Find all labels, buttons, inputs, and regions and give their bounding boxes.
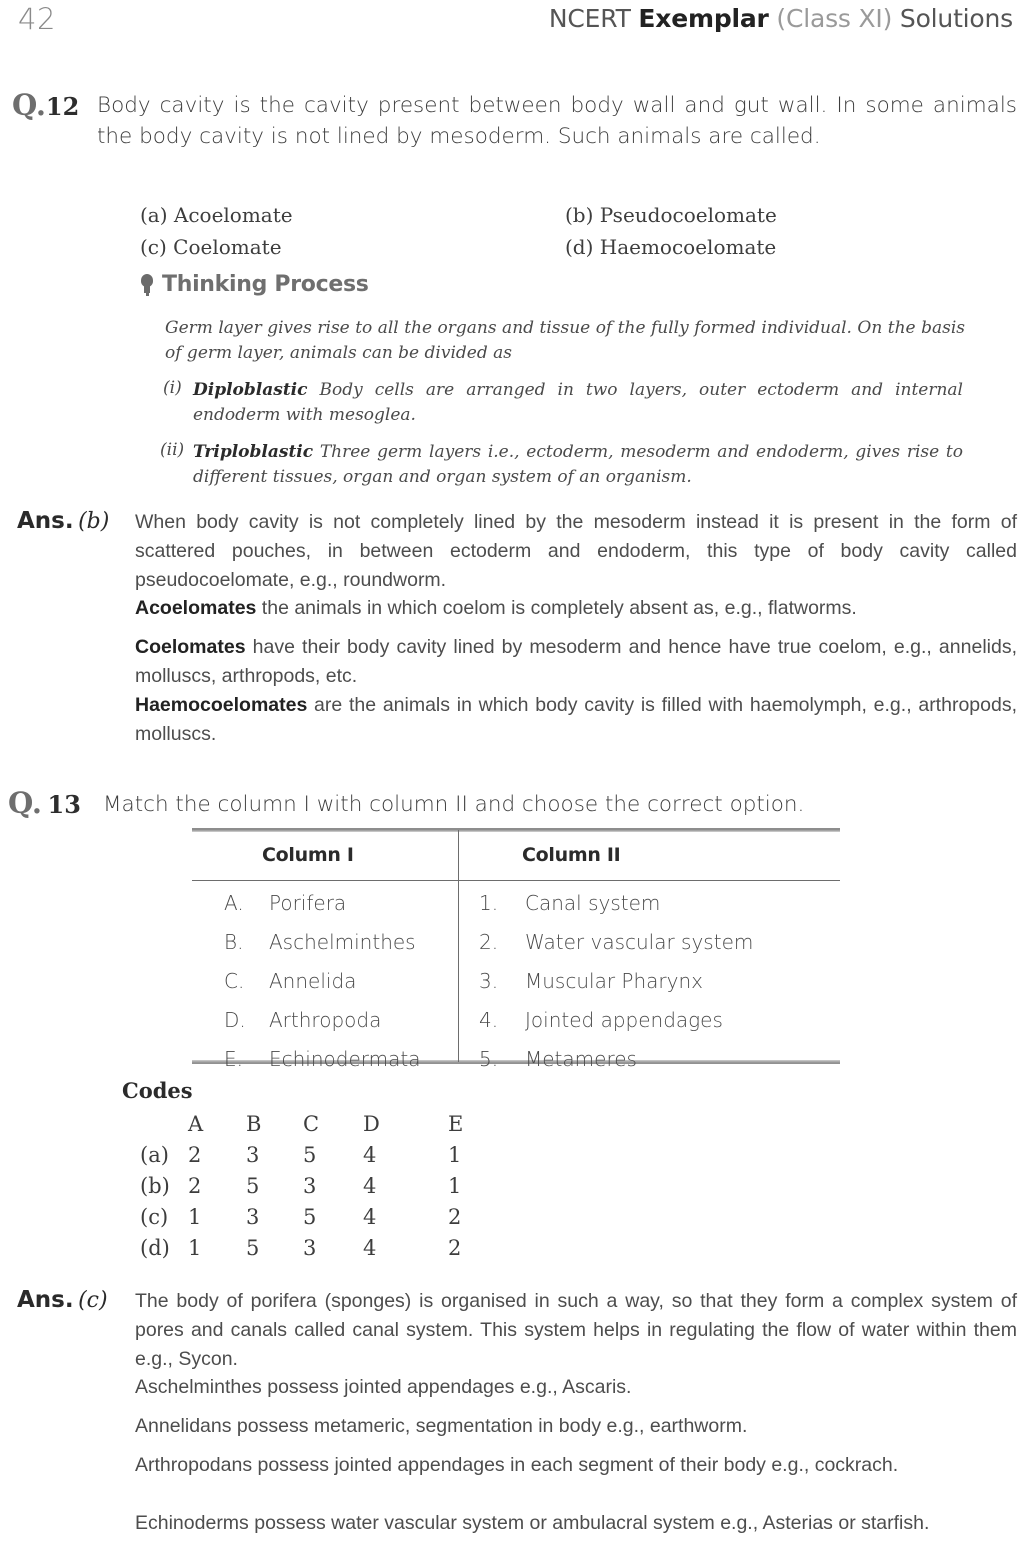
codes-option-b-value-e: 1 bbox=[448, 1174, 462, 1198]
codes-option-c-value-d: 4 bbox=[363, 1205, 377, 1229]
codes-option-d-label: (d) bbox=[140, 1236, 170, 1260]
thinking-process-item-2-body: Three germ layers i.e., ectoderm, mesoderm and endoderm, gives rise to different tissues, organ and organ system of an organism. bbox=[193, 442, 963, 487]
table-row-value-d: Arthropoda bbox=[269, 1008, 382, 1032]
table-row-match-5: Metameres bbox=[525, 1047, 637, 1071]
table-row-key-a: A. bbox=[224, 891, 244, 915]
codes-option-a-value-c: 5 bbox=[303, 1143, 317, 1167]
question-12-q-glyph: Q. bbox=[12, 88, 46, 122]
question-13-q-glyph: Q. bbox=[8, 786, 42, 820]
codes-option-c-label: (c) bbox=[140, 1205, 169, 1229]
answer-12-paragraph-4-lead: Haemocoelomates bbox=[135, 694, 308, 716]
answer-12-marker bbox=[17, 508, 109, 534]
codes-option-a-value-b: 3 bbox=[246, 1143, 260, 1167]
codes-header-a: A bbox=[188, 1112, 204, 1136]
codes-option-b-label: (b) bbox=[140, 1174, 170, 1198]
answer-13-paragraph-2: Aschelminthes possess jointed appendages e.g., Ascaris. bbox=[135, 1376, 632, 1398]
codes-title: Codes bbox=[122, 1078, 193, 1103]
table-row-num-1: 1. bbox=[479, 891, 499, 915]
thinking-process-item-2 bbox=[193, 440, 963, 490]
table-row-value-c: Annelida bbox=[269, 969, 357, 993]
codes-option-d-value-e: 2 bbox=[448, 1236, 462, 1260]
option-d[interactable]: (d) Haemocoelomate bbox=[565, 235, 777, 259]
codes-option-d-value-b: 5 bbox=[246, 1236, 260, 1260]
answer-12-paragraph-2 bbox=[135, 594, 1017, 623]
table-row-num-5: 5. bbox=[479, 1047, 499, 1071]
table-row-match-2: Water vascular system bbox=[525, 930, 754, 954]
answer-13-marker bbox=[17, 1287, 108, 1313]
table-column-divider bbox=[458, 830, 459, 1062]
codes-option-b-value-d: 4 bbox=[363, 1174, 377, 1198]
codes-option-c-value-c: 5 bbox=[303, 1205, 317, 1229]
table-row-match-1: Canal system bbox=[525, 891, 661, 915]
question-13-marker bbox=[8, 786, 81, 820]
lightbulb-icon bbox=[140, 274, 154, 296]
header-title bbox=[549, 4, 1013, 33]
table-row-match-3: Muscular Pharynx bbox=[525, 969, 703, 993]
page-header bbox=[0, 0, 1019, 46]
codes-option-d-value-c: 3 bbox=[303, 1236, 317, 1260]
answer-12-paragraph-3-lead: Coelomates bbox=[135, 636, 246, 658]
answer-12-paragraph-4 bbox=[135, 691, 1017, 749]
answer-12-paragraph-2-text: the animals in which coelom is completely absent as, e.g., flatworms. bbox=[256, 597, 857, 619]
table-row-key-e: E. bbox=[224, 1047, 243, 1071]
table-top-border bbox=[192, 828, 840, 832]
thinking-process-item-1 bbox=[193, 378, 963, 428]
answer-13-letter: (c) bbox=[78, 1288, 108, 1313]
table-row-key-c: C. bbox=[224, 969, 245, 993]
answer-13-paragraph-3: Annelidans possess metameric, segmentation in body e.g., earthworm. bbox=[135, 1415, 748, 1437]
option-b[interactable]: (b) Pseudocoelomate bbox=[565, 203, 777, 227]
thinking-process-item-1-marker: (i) bbox=[163, 378, 182, 398]
table-row-match-4: Jointed appendages bbox=[525, 1008, 723, 1032]
thinking-process-item-1-body: Body cells are arranged in two layers, outer ectoderm and internal endoderm with mesoglea. bbox=[193, 380, 963, 425]
codes-header-d: D bbox=[363, 1112, 380, 1136]
answer-12-paragraph-4-text: are the animals in which body cavity is filled with haemolymph, e.g., arthropods, molluscs. bbox=[135, 694, 1017, 745]
codes-header-b: B bbox=[246, 1112, 262, 1136]
thinking-process-header bbox=[140, 272, 369, 297]
answer-12-paragraph-1: When body cavity is not completely lined by the mesoderm instead it is present in the form of scattered pouches, in between ectoderm and endoderm, this type of body cavity called pseudocoelomate, e.g., roundworm. bbox=[135, 511, 1017, 591]
table-row-key-d: D. bbox=[224, 1008, 246, 1032]
codes-header-c: C bbox=[303, 1112, 320, 1136]
answer-13-label: Ans. bbox=[17, 1287, 74, 1313]
codes-option-d-value-d: 4 bbox=[363, 1236, 377, 1260]
header-title-solutions: Solutions bbox=[892, 4, 1013, 33]
thinking-process-item-2-term: Triploblastic bbox=[193, 442, 314, 462]
answer-13-paragraph-4: Arthropodans possess jointed appendages in each segment of their body e.g., cockrach. bbox=[135, 1454, 899, 1476]
codes-option-b-value-c: 3 bbox=[303, 1174, 317, 1198]
answer-12-paragraph-2-lead: Acoelomates bbox=[135, 597, 257, 619]
table-header-column-1: Column I bbox=[262, 844, 354, 866]
codes-option-c-value-b: 3 bbox=[246, 1205, 260, 1229]
question-12-number: 12 bbox=[45, 92, 80, 121]
codes-option-a-value-d: 4 bbox=[363, 1143, 377, 1167]
codes-option-a-value-a: 2 bbox=[188, 1143, 202, 1167]
codes-option-a-label: (a) bbox=[140, 1143, 169, 1167]
codes-option-b-value-b: 5 bbox=[246, 1174, 260, 1198]
thinking-process-item-1-term: Diploblastic bbox=[193, 380, 308, 400]
thinking-process-title: Thinking Process bbox=[162, 272, 369, 297]
codes-option-d-value-a: 1 bbox=[188, 1236, 202, 1260]
question-13-number: 13 bbox=[47, 790, 81, 819]
codes-option-a-value-e: 1 bbox=[448, 1143, 462, 1167]
question-12-text: Body cavity is the cavity present between body wall and gut wall. In some animals the body cavity is not lined by mesoderm. Such animals are called. bbox=[97, 93, 1017, 149]
codes-option-c-value-a: 1 bbox=[188, 1205, 202, 1229]
codes-header-e: E bbox=[448, 1112, 464, 1136]
answer-12-paragraph-3 bbox=[135, 633, 1017, 691]
thinking-process-item-2-marker: (ii) bbox=[160, 440, 185, 460]
table-row-value-a: Porifera bbox=[269, 891, 347, 915]
answer-13-paragraph-1: The body of porifera (sponges) is organised in such a way, so that they form a complex system of pores and canals called canal system. This system helps in regulating the flow of water within them e.g., Sycon. bbox=[135, 1290, 1017, 1370]
table-row-key-b: B. bbox=[224, 930, 244, 954]
answer-13-paragraph-5: Echinoderms possess water vascular system or ambulacral system e.g., Asterias or starfish. bbox=[135, 1512, 930, 1534]
question-13-text: Match the column I with column II and choose the correct option. bbox=[103, 792, 805, 817]
header-title-ncert: NCERT bbox=[548, 4, 639, 33]
question-12-marker bbox=[12, 88, 79, 122]
option-c[interactable]: (c) Coelomate bbox=[140, 235, 282, 259]
answer-12-letter: (b) bbox=[78, 509, 110, 534]
page-number: 42 bbox=[18, 2, 56, 36]
table-row-num-3: 3. bbox=[479, 969, 499, 993]
table-header-column-2: Column II bbox=[522, 844, 621, 866]
header-title-class: (Class XI) bbox=[768, 4, 893, 33]
match-table bbox=[192, 828, 840, 1071]
table-header-border bbox=[192, 880, 840, 881]
option-a[interactable]: (a) Acoelomate bbox=[140, 203, 293, 227]
codes-option-b-value-a: 2 bbox=[188, 1174, 202, 1198]
answer-12-label: Ans. bbox=[17, 508, 74, 534]
codes-option-c-value-e: 2 bbox=[448, 1205, 462, 1229]
table-row-value-b: Aschelminthes bbox=[269, 930, 416, 954]
table-row-value-e: Echinodermata bbox=[269, 1047, 421, 1071]
thinking-process-intro: Germ layer gives rise to all the organs and tissue of the fully formed individual. On the basis of germ layer, animals can be divided as bbox=[165, 318, 965, 363]
table-row-num-4: 4. bbox=[479, 1008, 499, 1032]
table-row-num-2: 2. bbox=[479, 930, 499, 954]
header-title-exemplar: Exemplar bbox=[638, 4, 769, 33]
answer-12-paragraph-3-text: have their body cavity lined by mesoderm and hence have true coelom, e.g., annelids, molluscs, arthropods, etc. bbox=[135, 636, 1017, 687]
